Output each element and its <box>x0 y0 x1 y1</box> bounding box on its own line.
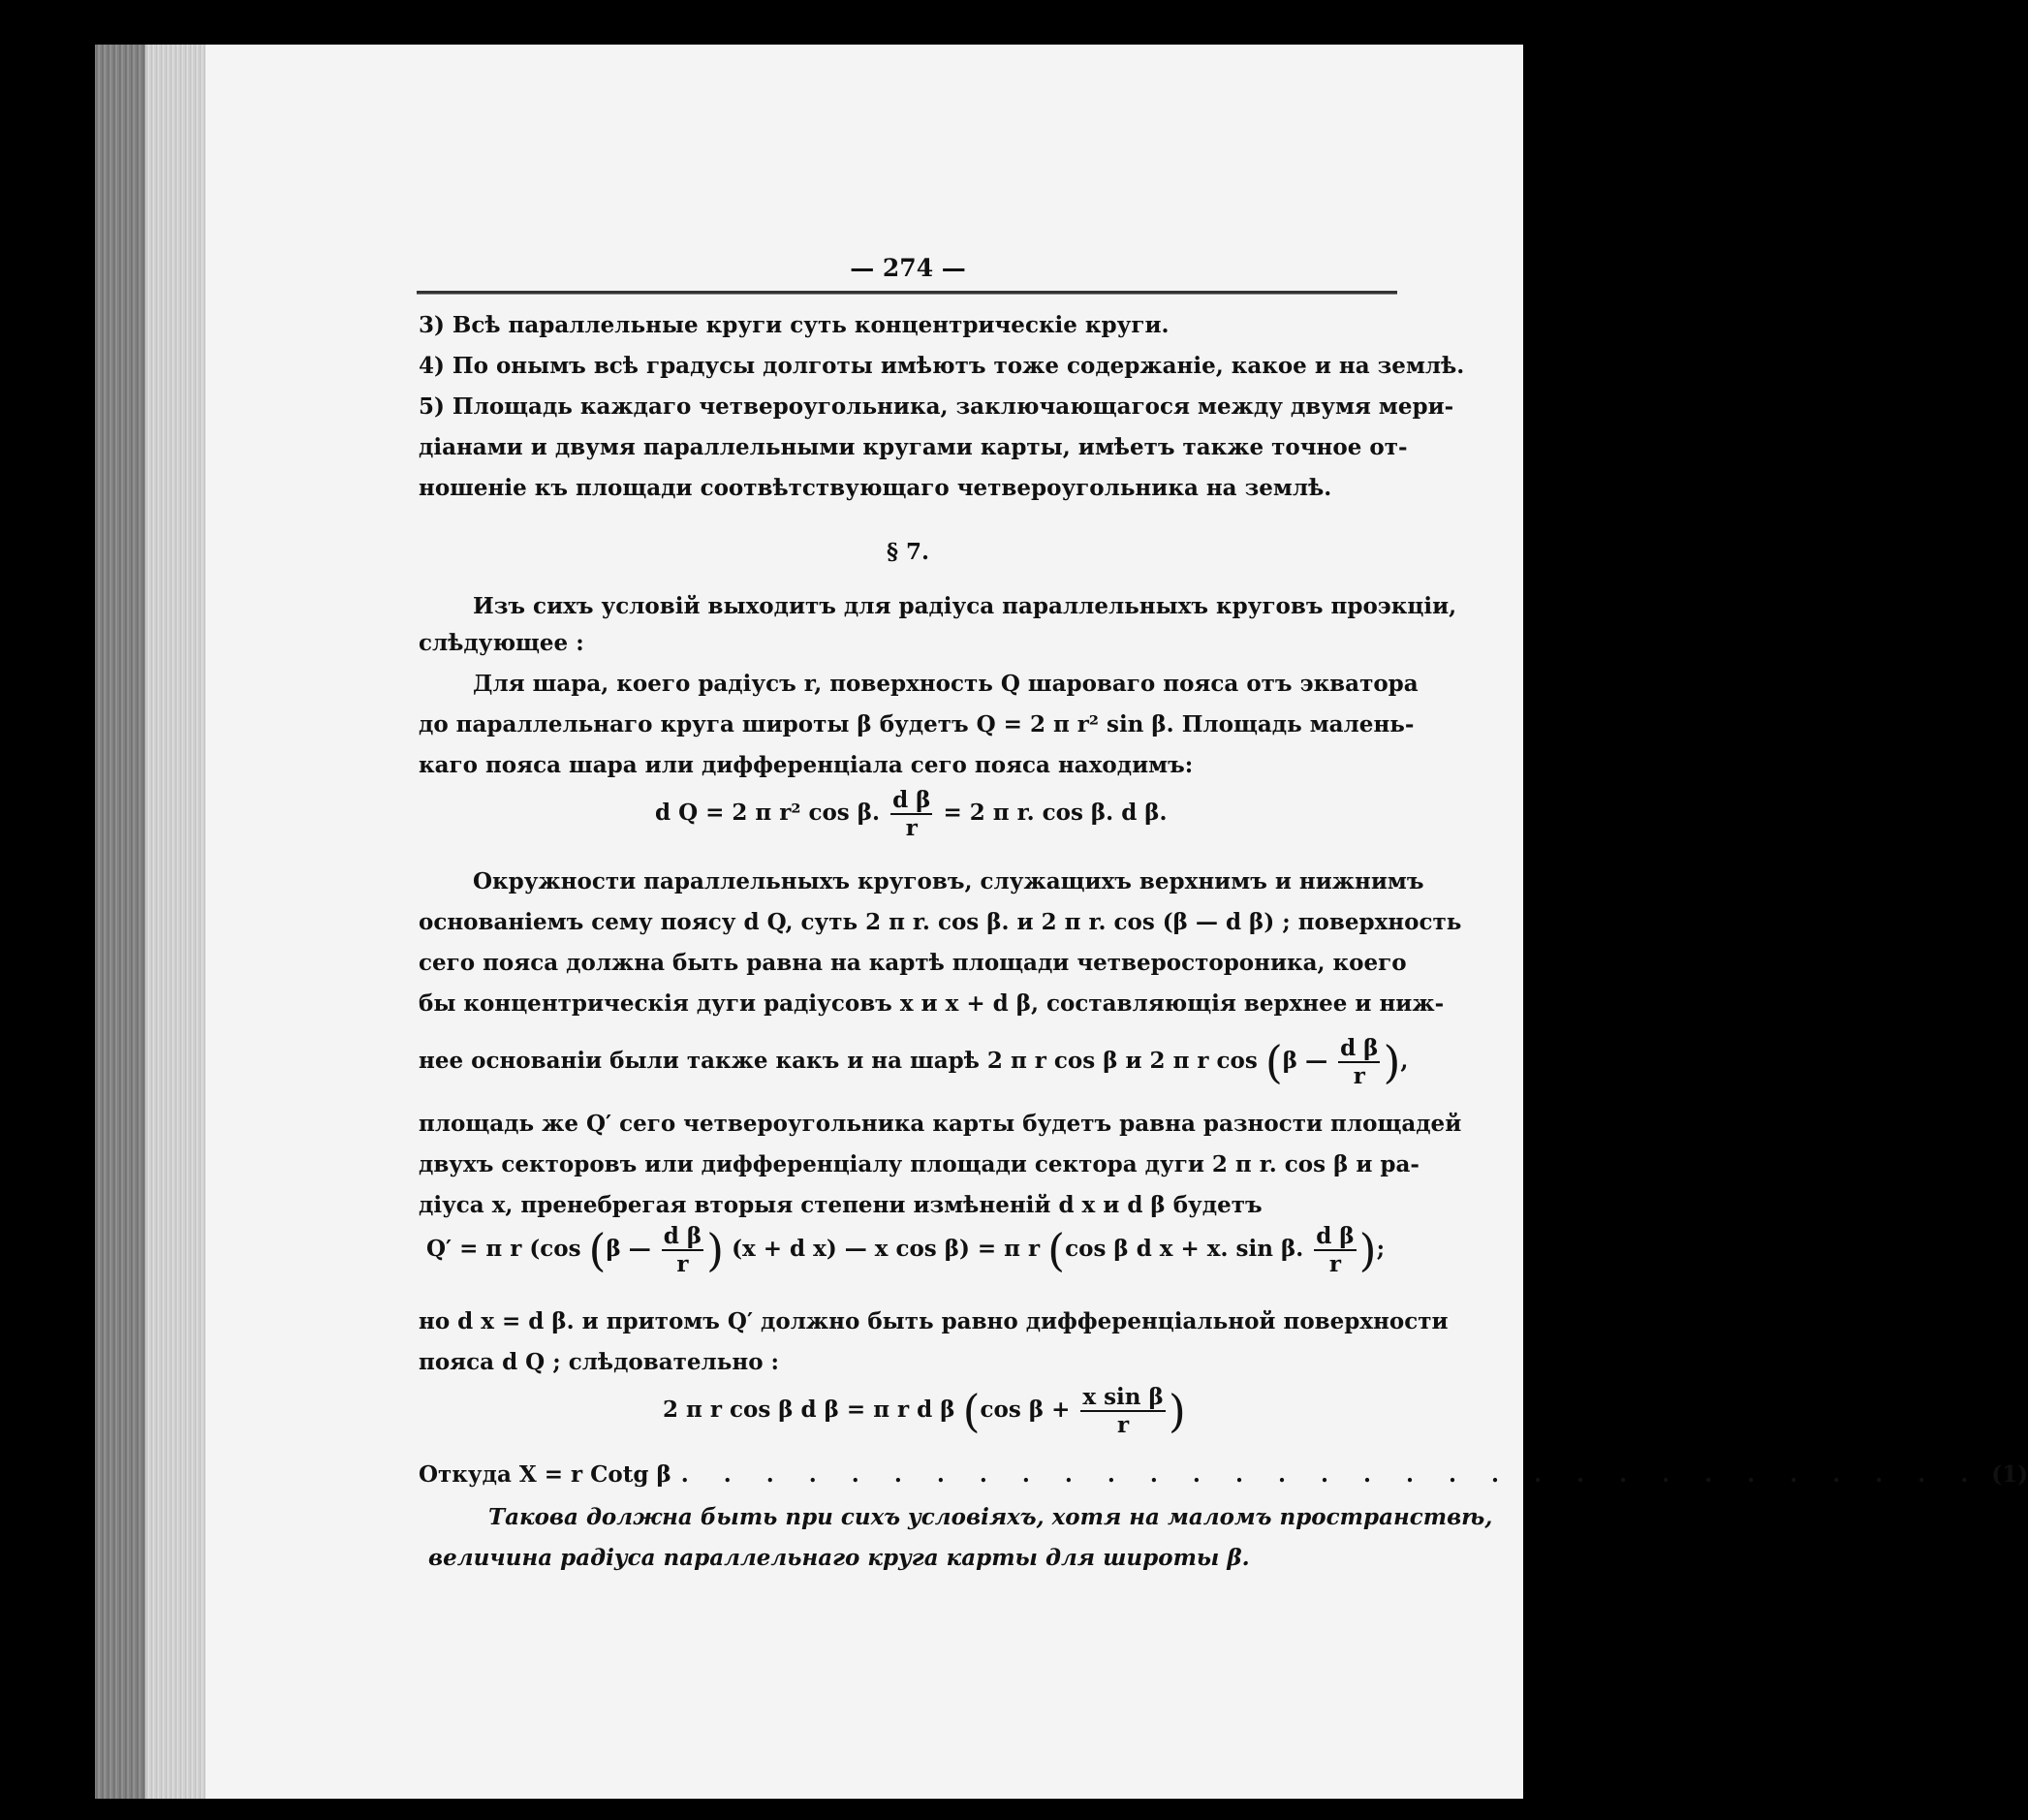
para-3-line-4: бы концентрическія дуги радіусовъ x и x + d β, составляющія верхнее и ниж- <box>419 990 1445 1017</box>
line-5b: діанами и двумя параллельными кругами карты, имѣетъ также точное от- <box>419 434 1408 460</box>
para-2-line-3: каго пояса шара или дифференціала сего пояса находимъ: <box>419 752 1194 778</box>
para-1-line-2: слѣдующее : <box>419 630 584 656</box>
formula-equation: 2 π r cos β d β = π r d β (cos β + $\frac{\text{x sin β}}{r}$ ) <box>663 1384 1186 1438</box>
book-page-edges-light <box>145 45 205 1799</box>
line-4: 4) По онымъ всѣ градусы долготы имѣютъ тоже содержаніе, какое и на землѣ. <box>419 353 1465 379</box>
para-3-line-7: двухъ секторовъ или дифференціалу площади сектора дуги 2 π r. cos β и ра- <box>419 1151 1420 1177</box>
page-number: — 274 — <box>850 254 966 282</box>
para-3-line-6: площадь же Q′ сего четвероугольника карты будетъ равна разности площадей <box>419 1111 1462 1137</box>
para-4-line-2: пояса d Q ; слѣдовательно : <box>419 1349 780 1375</box>
para-1-line-1: Изъ сихъ условій выходитъ для радіуса параллельныхъ круговъ проэкціи, <box>473 593 1457 619</box>
para-3-line-2: основаніемъ сему поясу d Q, суть 2 π r. cos β. и 2 π r. cos (β — d β) ; поверхность <box>419 909 1462 935</box>
para-4-line-1: но d x = d β. и притомъ Q′ должно быть равно дифференціальной поверхности <box>419 1308 1449 1334</box>
header-rule <box>417 291 1397 295</box>
formula-dQ: d Q = 2 π r² cos β. $\frac{\text{d β}}{r}$ = 2 π r. cos β. d β. <box>655 787 1168 841</box>
line-3: 3) Всѣ параллельные круги суть концентрическіе круги. <box>419 312 1170 338</box>
para-2-line-2: до параллельнаго круга широты β будетъ Q = 2 π r² sin β. Площадь малень- <box>419 711 1415 737</box>
result-formula: Откуда X = r Cotg β <box>419 1461 671 1488</box>
para-3-line-5: нее основаніи были также какъ и на шарѣ 2 π r cos β и 2 π r cos (β — $\frac{\text{d β}}{r}$ ), <box>419 1035 1409 1089</box>
conclusion-line-1: Такова должна быть при сихъ условіяхъ, хотя на маломъ пространствѣ, <box>488 1504 1493 1530</box>
section-heading: § 7. <box>886 539 930 565</box>
para-2-line-1: Для шара, коего радіусъ r, поверхность Q шароваго пояса отъ экватора <box>473 671 1419 697</box>
leader-dots: . . . . . . . . . . . . . . . . . . . . . . . . . . . . . . . <box>680 1461 1982 1488</box>
equation-number: (1) <box>1991 1461 2028 1488</box>
para-3-line-1: Окружности параллельныхъ круговъ, служащихъ верхнимъ и нижнимъ <box>473 868 1424 894</box>
para-3-line-8: діуса x, пренебрегая вторыя степени измѣненій d x и d β будетъ <box>419 1192 1263 1218</box>
para-3-line-3: сего пояса должна быть равна на картѣ площади четверостороника, коего <box>419 950 1407 976</box>
line-5: 5) Площадь каждаго четвероугольника, заключающагося между двумя мери- <box>419 393 1454 420</box>
line-5c: ношеніе къ площади соотвѣтствующаго четвероугольника на землѣ. <box>419 475 1332 501</box>
result-line <box>419 1461 2028 1488</box>
formula-Q-prime: Q′ = π r (cos (β — $\frac{\text{d β}}{r}$ ) (x + d x) — x cos β) = π r (cos β d x + x. sin β. $\frac{\text{d β}}{r}$ ); <box>426 1223 1386 1277</box>
conclusion-line-2: величина радіуса параллельнаго круга карты для широты β. <box>428 1545 1250 1571</box>
